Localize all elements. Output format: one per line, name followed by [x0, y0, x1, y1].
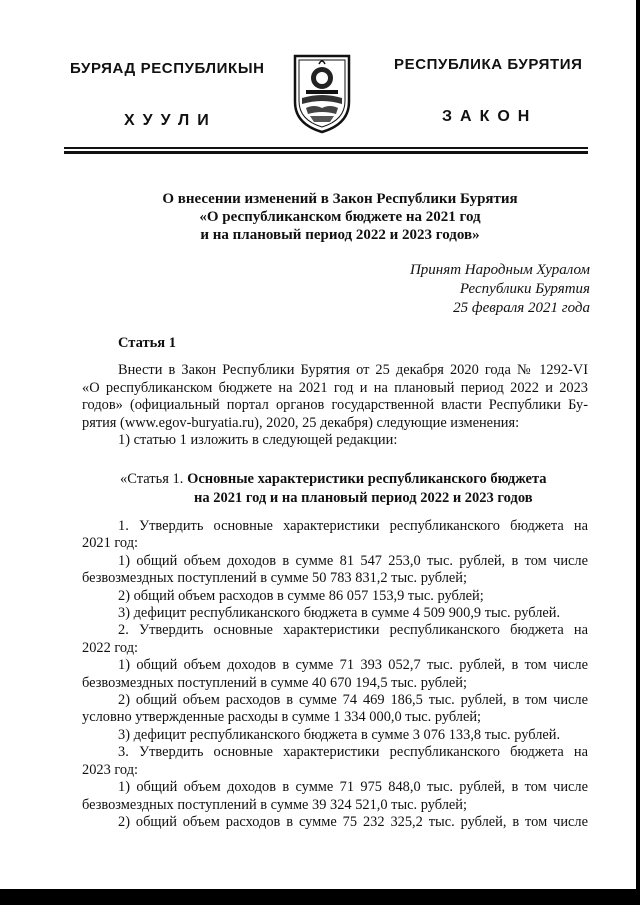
intro-line: Внести в Закон Республики Бурятия от 25 декабря 2020 года № 1292-VI: [118, 362, 588, 378]
paragraph-line: 2021 год:: [82, 535, 139, 552]
adoption-line: Принят Народным Хуралом: [409, 262, 590, 278]
budget-paragraphs: [82, 518, 588, 831]
paragraph-line: 3) дефицит республиканского бюджета в сумме 4 509 900,9 тыс. рублей.: [118, 605, 561, 622]
header-rule-thin: [64, 147, 588, 149]
article-heading: Статья 1: [118, 335, 176, 351]
header-rule-thick: [64, 151, 588, 154]
paragraph-line: 2022 год:: [82, 639, 139, 656]
paragraph-line: безвозмездных поступлений в сумме 50 783 831,2 тыс. рублей;: [82, 570, 467, 587]
header-left-top: БУРЯАД РЕСПУБЛИКЫН: [70, 60, 265, 77]
paragraph-line: безвозмездных поступлений в сумме 40 670 194,5 тыс. рублей;: [82, 674, 467, 691]
paragraph-line: безвозмездных поступлений в сумме 39 324 521,0 тыс. рублей;: [82, 796, 467, 813]
header-right-bottom: ЗАКОН: [442, 108, 538, 125]
paragraph-line: 1. Утвердить основные характеристики республиканского бюджета на: [118, 518, 588, 534]
paragraph-line: 1) общий объем доходов в сумме 71 975 848,0 тыс. рублей, в том числе: [118, 779, 588, 796]
paragraph-line: 2) общий объем расходов в сумме 74 469 186,5 тыс. рублей, в том числе: [118, 692, 588, 709]
paragraph-line: условно утвержденные расходы в сумме 1 334 000,0 тыс. рублей;: [82, 709, 482, 726]
quoted-article-title-cont: на 2021 год и на плановый период 2022 и 2023 годов: [194, 490, 533, 506]
intro-line: 1) статью 1 изложить в следующей редакции:: [118, 432, 398, 449]
law-title: [120, 190, 560, 244]
paragraph-line: 1) общий объем доходов в сумме 81 547 253,0 тыс. рублей, в том числе: [118, 552, 588, 569]
paragraph-line: 2) общий объем расходов в сумме 86 057 153,9 тыс. рублей;: [118, 587, 484, 604]
paragraph-line: 1) общий объем доходов в сумме 71 393 052,7 тыс. рублей, в том числе: [118, 657, 588, 674]
quoted-article-title: Основные характеристики республиканского бюджета: [187, 471, 547, 487]
adoption-note: [410, 261, 590, 318]
paragraph-line: 2023 год:: [82, 761, 139, 778]
header-right-top: РЕСПУБЛИКА БУРЯТИЯ: [394, 56, 583, 73]
quoted-article-heading: [120, 470, 547, 508]
intro-line: «О республиканском бюджете на 2021 год и на плановый период 2022 и 2023: [82, 379, 588, 396]
quoted-article-prefix: «Статья 1.: [120, 471, 184, 487]
law-title-line: О внесении изменений в Закон Республики Бурятия: [162, 191, 518, 207]
paragraph-line: 2) общий объем расходов в сумме 75 232 325,2 тыс. рублей, в том числе: [118, 813, 588, 830]
law-title-line: «О республиканском бюджете на 2021 год: [199, 209, 481, 225]
article-intro: [82, 362, 588, 450]
adoption-line: 25 февраля 2021 года: [453, 300, 590, 316]
header-left-bottom: ХУУЛИ: [124, 112, 217, 129]
adoption-line: Республики Бурятия: [459, 281, 590, 297]
law-title-line: и на плановый период 2022 и 2023 годов»: [200, 227, 480, 243]
coat-of-arms-emblem-icon: [292, 52, 352, 134]
intro-line: рятия (www.egov-buryatia.ru), 2020, 25 декабря) следующие изменения:: [82, 414, 520, 431]
paragraph-line: 3) дефицит республиканского бюджета в сумме 3 076 133,8 тыс. рублей.: [118, 726, 561, 743]
paragraph-line: 3. Утвердить основные характеристики республиканского бюджета на: [118, 744, 588, 761]
intro-line: годов» (официальный портал органов государственной власти Республики Бу-: [82, 397, 588, 414]
scan-edge-bottom: [0, 889, 640, 905]
scan-edge-right: [636, 0, 640, 905]
paragraph-line: 2. Утвердить основные характеристики республиканского бюджета на: [118, 622, 588, 639]
